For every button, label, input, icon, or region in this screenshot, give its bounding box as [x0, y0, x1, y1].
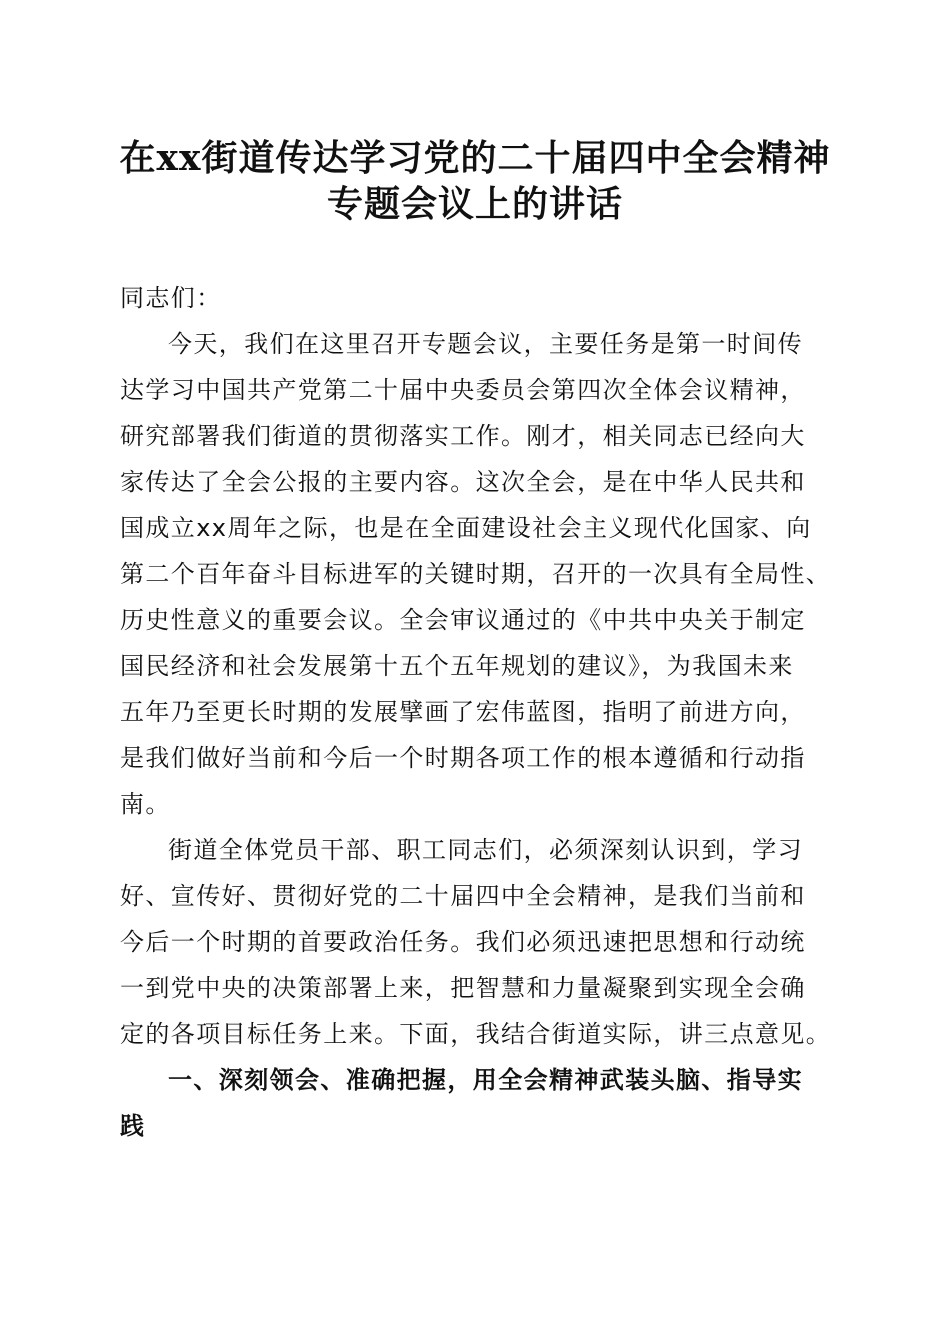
paragraph-1-line: 第二个百年奋斗目标进军的关键时期，召开的一次具有全局性、: [120, 560, 832, 588]
document-title-line-1: 在xx街道传达学习党的二十届四中全会精神: [119, 137, 831, 179]
paragraph-1-line: 国民经济和社会发展第十五个五年规划的建议》，为我国未来: [120, 652, 794, 680]
section-heading-1-line: 践: [120, 1112, 146, 1140]
paragraph-1-line: 达学习中国共产党第二十届中央委员会第四次全体会议精神，: [120, 376, 806, 404]
paragraph-2-line: 今后一个时期的首要政治任务。我们必须迅速把思想和行动统: [120, 928, 806, 956]
paragraph-1-line: 五年乃至更长时期的发展擘画了宏伟蓝图，指明了前进方向，: [120, 698, 806, 726]
paragraph-1-line: 今天，我们在这里召开专题会议，主要任务是第一时间传: [168, 330, 803, 358]
salutation: 同志们：: [120, 284, 222, 312]
section-heading-1-line: 一、深刻领会、准确把握，用全会精神武装头脑、指导实: [168, 1066, 803, 1094]
paragraph-1-line: 研究部署我们街道的贯彻落实工作。刚才，相关同志已经向大: [120, 422, 806, 450]
paragraph-2-line: 街道全体党员干部、职工同志们，必须深刻认识到，学习: [168, 836, 803, 864]
paragraph-2-line: 定的各项目标任务上来。下面，我结合街道实际，讲三点意见。: [120, 1020, 832, 1048]
paragraph-2-line: 好、宣传好、贯彻好党的二十届四中全会精神，是我们当前和: [120, 882, 806, 910]
paragraph-1-line: 南。: [120, 790, 171, 818]
document-title-line-2: 专题会议上的讲话: [326, 183, 623, 225]
paragraph-1-line: 国成立xx周年之际，也是在全面建设社会主义现代化国家、向: [120, 514, 812, 542]
paragraph-1-line: 历史性意义的重要会议。全会审议通过的《中共中央关于制定: [120, 606, 806, 634]
paragraph-1-line: 是我们做好当前和今后一个时期各项工作的根本遵循和行动指: [120, 744, 806, 772]
paragraph-2-line: 一到党中央的决策部署上来，把智慧和力量凝聚到实现全会确: [120, 974, 806, 1002]
paragraph-1-line: 家传达了全会公报的主要内容。这次全会，是在中华人民共和: [120, 468, 806, 496]
